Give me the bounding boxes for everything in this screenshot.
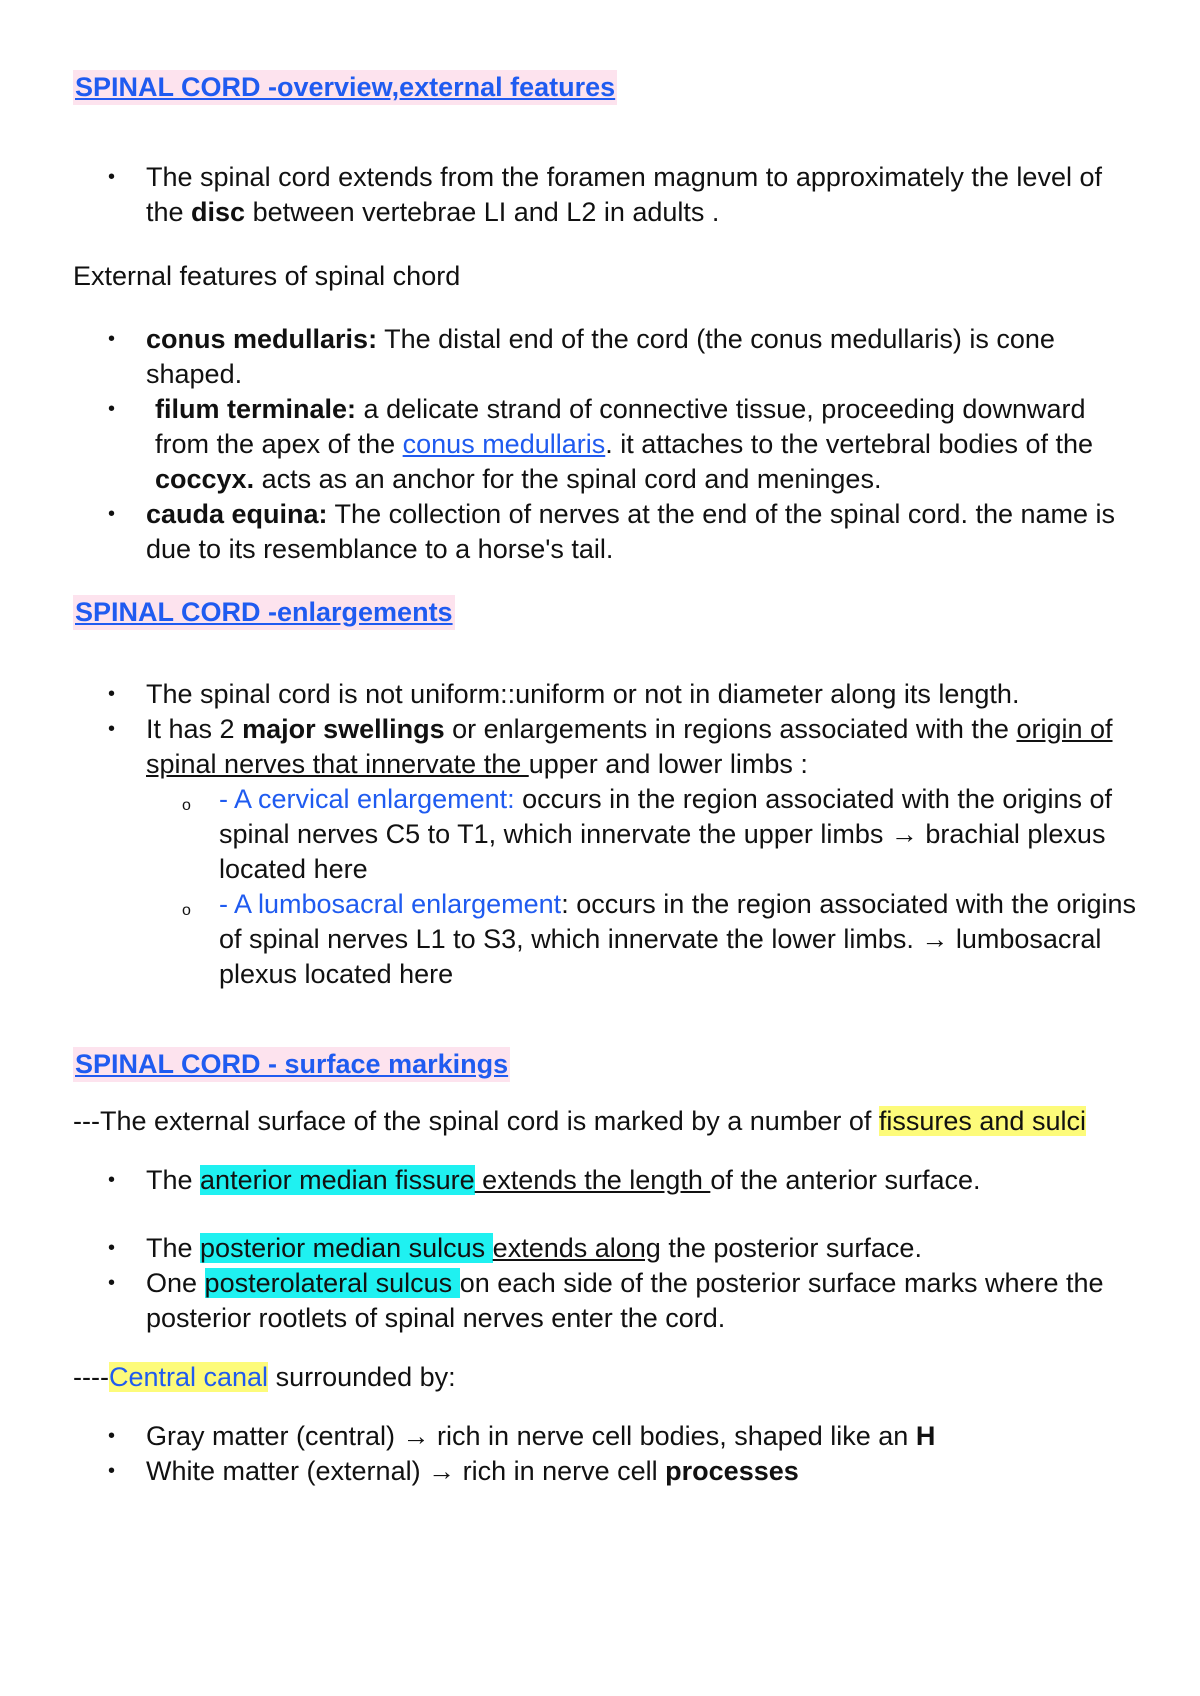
bold-term: processes (665, 1456, 799, 1486)
underlined-text: extends along (492, 1233, 661, 1263)
text-run: The (146, 1233, 201, 1263)
text-run: The (146, 1165, 201, 1195)
conus-medullaris-link[interactable]: conus medullaris (402, 429, 606, 459)
surface-intro (73, 1104, 1143, 1139)
sub-list-item (146, 887, 1143, 992)
text-run: The spinal cord extends from the foramen magnum to approximately the level of the (146, 162, 1102, 227)
list-item (73, 1266, 1143, 1336)
highlighted-text: posterior median sulcus (200, 1233, 493, 1263)
list-item (73, 322, 1143, 392)
text-run: of the anterior surface. (710, 1165, 981, 1195)
text-run: The collection of nerves at the end of the spinal cord. the name is due to its resemblance to a horse's tail. (146, 499, 1116, 564)
overview-list (73, 160, 1143, 230)
list-item (73, 677, 1143, 712)
text-run: The spinal cord is not uniform::uniform or not in diameter along its length. (146, 679, 1020, 709)
text-run: a delicate strand of connective tissue, proceeding downward from the apex of the (155, 394, 1086, 459)
bold-term: filum terminale: (155, 394, 357, 424)
bold-term: coccyx. (155, 464, 255, 494)
text-run: . it attaches to the vertebral bodies of the (605, 429, 1094, 459)
sub-list-item (146, 782, 1143, 887)
highlighted-text: anterior median fissure (200, 1165, 475, 1195)
list-item (73, 392, 1143, 497)
bold-term: conus medullaris: (146, 324, 378, 354)
enlargements-list (73, 677, 1143, 992)
highlighted-text: Central canal (108, 1362, 269, 1392)
bold-term: disc (191, 197, 246, 227)
bold-term: H (915, 1421, 936, 1451)
blue-term: - A cervical enlargement: (219, 784, 515, 814)
section-heading-surface-markings: SPINAL CORD - surface markings (73, 1047, 510, 1082)
text-run: on each side of the posterior surface marks where the posterior rootlets of spinal nerves enter the cord. (146, 1268, 1104, 1333)
text-run: It has 2 (146, 714, 243, 744)
highlighted-text: posterolateral sulcus (204, 1268, 460, 1298)
enlargement-sublist (146, 782, 1143, 992)
text-run: occurs in the region associated with the origins of spinal nerves C5 to T1, which innervate the upper limbs → brachial plexus located here (219, 784, 1112, 884)
list-item (73, 1419, 1143, 1454)
text-run: the posterior surface. (660, 1233, 922, 1263)
central-canal-line (73, 1360, 1143, 1395)
text-run: between vertebrae LI and L2 in adults . (245, 197, 720, 227)
surface-list-2 (73, 1231, 1143, 1336)
document-content (73, 70, 1143, 1489)
text-run: or enlargements in regions associated with the (444, 714, 1017, 744)
section-heading-enlargements: SPINAL CORD -enlargements (73, 595, 455, 630)
text-run: One (146, 1268, 205, 1298)
underlined-text: origin of spinal nerves that innervate the (146, 714, 1113, 779)
list-item (73, 497, 1143, 567)
text-run: upper and lower limbs : (528, 749, 808, 779)
text-run: acts as an anchor for the spinal cord and meninges. (254, 464, 882, 494)
list-item (73, 712, 1143, 992)
bold-term: cauda equina: (146, 499, 328, 529)
highlighted-text: fissures and sulci (878, 1106, 1086, 1136)
matter-list (73, 1419, 1143, 1489)
list-item (73, 160, 1143, 230)
list-item (73, 1454, 1143, 1489)
list-item (73, 1163, 1143, 1198)
surface-list-1 (73, 1163, 1143, 1198)
text-run: Gray matter (central) → rich in nerve cell bodies, shaped like an (146, 1421, 916, 1451)
text-run: White matter (external) → rich in nerve cell (146, 1456, 666, 1486)
text-run: ---The external surface of the spinal cord is marked by a number of (73, 1106, 879, 1136)
underlined-text: extends the length (474, 1165, 711, 1195)
list-item (73, 1231, 1143, 1266)
text-run: : occurs in the region associated with the origins of spinal nerves L1 to S3, which innervate the lower limbs. → lumbosacral plexus located here (219, 889, 1136, 989)
bold-term: major swellings (242, 714, 445, 744)
external-features-list (73, 322, 1143, 567)
subheading-external-features: External features of spinal chord (73, 261, 461, 291)
text-run: The distal end of the cord (the conus medullaris) is cone shaped. (146, 324, 1055, 389)
text-run: ---- (73, 1362, 109, 1392)
blue-term: - A lumbosacral enlargement (219, 889, 562, 919)
text-run: surrounded by: (268, 1362, 456, 1392)
section-heading-overview: SPINAL CORD -overview,external features (73, 70, 617, 105)
